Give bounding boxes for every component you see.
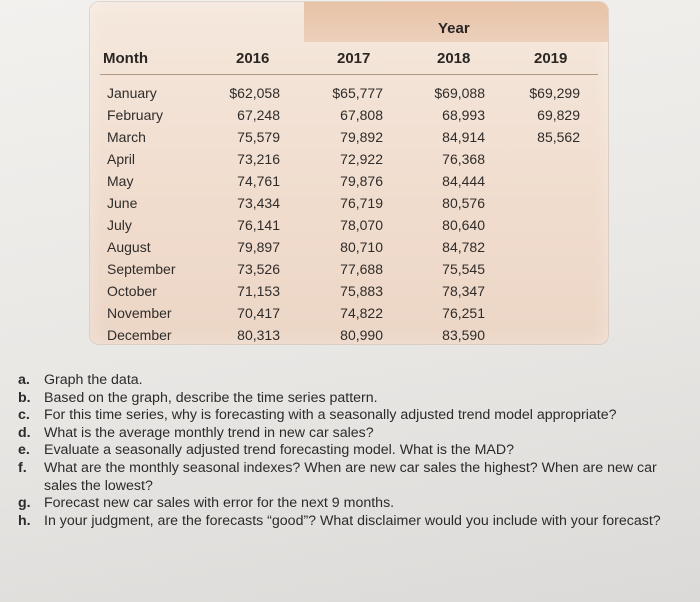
value-cell: $69,088 [434,85,485,101]
year-column-header-2016: 2016 [236,50,270,67]
question-list [18,372,688,530]
value-cell [510,302,580,324]
value-cell: 85,562 [537,129,580,145]
question-text: Forecast new car sales with error for the next 9 months. [44,495,395,512]
value-cell: 71,153 [237,283,280,299]
question-letter: a. [18,372,30,388]
values-column-2016 [212,82,280,346]
year-column-header-2017: 2017 [337,50,371,67]
question-item [18,372,688,390]
value-cell: 70,417 [237,305,280,321]
month-cell: September [107,261,176,277]
value-cell: 75,545 [442,261,485,277]
value-cell: 75,579 [237,129,280,145]
month-column-header: Month [103,50,148,67]
question-text: Based on the graph, describe the time series pattern. [44,389,378,406]
value-cell: 80,710 [340,239,383,255]
question-text: What is the average monthly trend in new car sales? [44,424,374,441]
value-cell: 76,719 [340,195,383,211]
question-item [18,495,688,513]
month-cell: August [107,239,151,255]
value-cell: 74,761 [237,173,280,189]
year-column-header-2019: 2019 [534,50,568,67]
value-cell: 76,368 [442,151,485,167]
question-letter: e. [18,442,30,459]
value-cell: 84,782 [442,239,485,255]
question-letter: d. [18,424,31,441]
value-cell [510,324,580,346]
value-cell [510,236,580,258]
question-text: For this time series, why is forecasting with a seasonally adjusted trend model appropriate? [44,407,617,424]
value-cell: 78,070 [340,217,383,233]
month-cell: December [107,327,172,343]
value-cell: 69,829 [537,107,580,123]
month-cell: March [107,129,146,145]
year-column-header-2018: 2018 [437,50,471,67]
value-cell [510,148,580,170]
value-cell [510,280,580,302]
value-cell [510,192,580,214]
month-cell: October [107,283,157,299]
question-item [18,390,688,408]
value-cell: 80,313 [237,327,280,343]
question-text: Evaluate a seasonally adjusted trend forecasting model. What is the MAD? [44,442,515,459]
value-cell: 80,640 [442,217,485,233]
question-item [18,407,688,425]
value-cell: 79,897 [237,239,280,255]
question-text: In your judgment, are the forecasts “good”? What disclaimer would you include with your forecast? [44,512,661,529]
value-cell: 74,822 [340,305,383,321]
value-cell: 84,914 [442,129,485,145]
question-letter: b. [18,389,31,406]
value-cell: $62,058 [229,85,280,101]
month-cell: July [107,217,132,233]
values-column-2019 [510,82,580,346]
question-letter: g. [18,495,31,512]
value-cell: 76,251 [442,305,485,321]
question-item [18,425,688,443]
value-cell: 79,892 [340,129,383,145]
value-cell: 80,576 [442,195,485,211]
value-cell [510,170,580,192]
value-cell [510,214,580,236]
question-letter: c. [18,407,30,424]
value-cell: 77,688 [340,261,383,277]
sales-table [90,2,608,344]
question-letter: f. [18,459,27,476]
question-item [18,442,688,460]
value-cell: 80,990 [340,327,383,343]
question-item [18,460,688,495]
value-cell: 67,248 [237,107,280,123]
value-cell: $65,777 [332,85,383,101]
value-cell: 75,883 [340,283,383,299]
value-cell: 83,590 [442,327,485,343]
value-cell: 84,444 [442,173,485,189]
month-cell: May [107,173,134,189]
question-text: What are the monthly seasonal indexes? When are new car sales the highest? When are new car sales the lowest? [44,459,657,494]
month-cell: June [107,195,138,211]
month-cell: January [107,85,157,101]
year-header: Year [438,20,470,37]
value-cell: 76,141 [237,217,280,233]
month-cell: April [107,151,136,167]
header-divider [100,74,598,75]
value-cell: 79,876 [340,173,383,189]
month-column [107,82,175,346]
values-column-2017 [315,82,383,346]
value-cell: 68,993 [442,107,485,123]
value-cell: 73,216 [237,151,280,167]
question-text: Graph the data. [44,372,143,388]
value-cell: $69,299 [529,85,580,101]
value-cell: 73,434 [237,195,280,211]
month-cell: February [107,107,164,123]
value-cell: 72,922 [340,151,383,167]
month-cell: November [107,305,172,321]
question-letter: h. [18,512,31,529]
value-cell [510,258,580,280]
question-item [18,513,688,531]
value-cell: 78,347 [442,283,485,299]
values-column-2018 [415,82,485,346]
value-cell: 73,526 [237,261,280,277]
value-cell: 67,808 [340,107,383,123]
